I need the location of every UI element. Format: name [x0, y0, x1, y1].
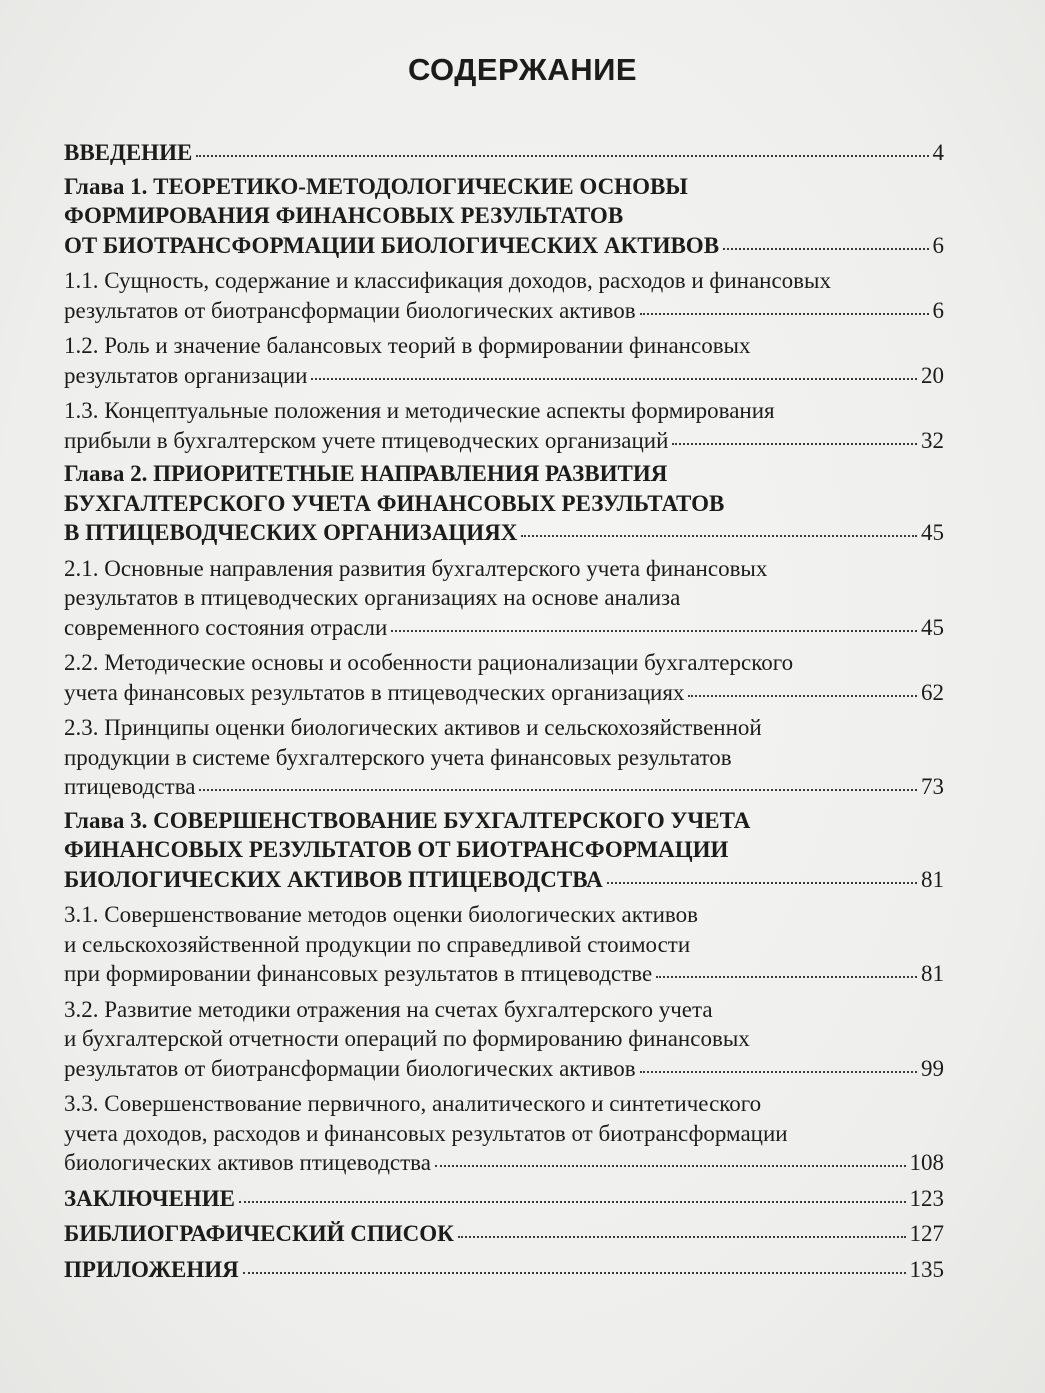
toc-entry-line: 1.2. Роль и значение балансовых теорий в формировании финансовых — [64, 333, 751, 358]
toc-entry-title: современного состояния отрасли — [64, 614, 388, 640]
toc-entry-title: В ПТИЦЕВОДЧЕСКИХ ОРГАНИЗАЦИЯХ — [64, 520, 518, 545]
page-number: 20 — [921, 362, 944, 388]
page-number: 6 — [932, 232, 944, 258]
page-number: 127 — [909, 1221, 944, 1246]
toc-entry-last-line — [64, 296, 944, 326]
page-number: 73 — [921, 774, 944, 799]
toc-entry-last-line — [64, 772, 944, 802]
dot-leader — [640, 309, 929, 315]
dot-leader — [196, 151, 928, 157]
toc-entry-last-line — [64, 959, 944, 989]
page-number: 45 — [921, 614, 944, 640]
dot-leader — [435, 1161, 906, 1167]
toc-entry-line: результатов в птицеводческих организациях на основе анализа — [64, 585, 681, 610]
toc-entry — [64, 713, 944, 802]
toc-entry-title: биологических активов птицеводства — [64, 1150, 431, 1175]
toc-entry — [64, 806, 944, 895]
toc-entry — [64, 396, 944, 455]
toc-entry-last-line — [64, 1255, 944, 1285]
dot-leader — [521, 531, 917, 537]
dot-leader — [199, 785, 917, 791]
toc-entry — [64, 995, 944, 1084]
page-number: 135 — [909, 1256, 944, 1282]
page-number: 123 — [909, 1185, 944, 1211]
toc-entry — [64, 331, 944, 390]
page-number: 99 — [921, 1055, 944, 1081]
dot-leader — [640, 1067, 917, 1073]
page-number: 32 — [921, 427, 944, 453]
toc-entry — [64, 266, 944, 325]
toc-entry-title: ВВЕДЕНИЕ — [64, 140, 193, 165]
dot-leader — [239, 1197, 906, 1203]
page-number: 81 — [921, 866, 944, 892]
toc-entry — [64, 1184, 944, 1214]
toc-entry-line: 3.3. Совершенствование первичного, аналитического и синтетического — [64, 1091, 762, 1116]
toc-entry-last-line — [64, 138, 944, 168]
page-number: 108 — [909, 1150, 944, 1175]
toc-entry-last-line — [64, 613, 944, 643]
page-number: 45 — [921, 520, 944, 545]
toc-entry-line: БУХГАЛТЕРСКОГО УЧЕТА ФИНАНСОВЫХ РЕЗУЛЬТАТОВ — [64, 490, 725, 516]
toc-entry — [64, 459, 944, 548]
toc-entry-title: при формировании финансовых результатов в птицеводстве — [64, 961, 653, 986]
toc-entry-line: Глава 1. ТЕОРЕТИКО-МЕТОДОЛОГИЧЕСКИЕ ОСНОВЫ — [64, 173, 688, 199]
toc-entry — [64, 138, 944, 168]
toc-entry-last-line — [64, 426, 944, 456]
toc-entry-last-line — [64, 1184, 944, 1214]
toc-entry-line: ФОРМИРОВАНИЯ ФИНАНСОВЫХ РЕЗУЛЬТАТОВ — [64, 203, 624, 228]
toc-entry-title: БИОЛОГИЧЕСКИХ АКТИВОВ ПТИЦЕВОДСТВА — [64, 866, 603, 892]
dot-leader — [688, 691, 917, 697]
toc-entry-last-line — [64, 361, 944, 391]
dot-leader — [672, 439, 917, 445]
dot-leader — [723, 244, 928, 250]
toc-entry-line: 3.2. Развитие методики отражения на счетах бухгалтерского учета — [64, 996, 713, 1022]
toc-entry-title: учета финансовых результатов в птицеводческих организациях — [64, 679, 685, 705]
toc-entry-last-line — [64, 1148, 944, 1178]
toc-entry-last-line — [64, 1054, 944, 1084]
dot-leader — [391, 626, 917, 632]
toc-entry-line: Глава 3. СОВЕРШЕНСТВОВАНИЕ БУХГАЛТЕРСКОГО УЧЕТА — [64, 807, 751, 833]
page-title: СОДЕРЖАНИЕ — [407, 52, 638, 87]
toc-entry — [64, 900, 944, 989]
toc-entry — [64, 554, 944, 643]
dot-leader — [607, 878, 917, 884]
page-number: 6 — [932, 297, 944, 323]
toc-entry — [64, 1255, 944, 1285]
table-of-contents — [64, 138, 944, 1284]
toc-entry — [64, 1219, 944, 1249]
toc-entry-title: результатов от биотрансформации биологических активов — [64, 297, 636, 323]
toc-entry-last-line — [64, 678, 944, 708]
toc-entry-line: 1.1. Сущность, содержание и классификация доходов, расходов и финансовых — [64, 268, 831, 293]
toc-entry-line: и сельскохозяйственной продукции по справедливой стоимости — [64, 931, 691, 957]
toc-entry-title: птицеводства — [64, 774, 196, 799]
toc-entry-title: прибыли в бухгалтерском учете птицеводческих организаций — [64, 427, 669, 453]
toc-entry-title: ЗАКЛЮЧЕНИЕ — [64, 1185, 235, 1211]
page-number: 81 — [921, 961, 944, 986]
toc-entry-last-line — [64, 865, 944, 895]
toc-entry-line: учета доходов, расходов и финансовых результатов от биотрансформации — [64, 1120, 788, 1146]
toc-entry-title: БИБЛИОГРАФИЧЕСКИЙ СПИСОК — [64, 1221, 454, 1246]
page-number: 62 — [921, 679, 944, 705]
page-number: 4 — [932, 140, 944, 165]
toc-entry-line: 3.1. Совершенствование методов оценки биологических активов — [64, 902, 698, 927]
toc-entry-last-line — [64, 1219, 944, 1249]
toc-entry-line: 2.1. Основные направления развития бухгалтерского учета финансовых — [64, 555, 768, 581]
toc-entry-last-line — [64, 518, 944, 548]
toc-entry-line: и бухгалтерской отчетности операций по формированию финансовых — [64, 1026, 750, 1051]
toc-entry — [64, 1089, 944, 1178]
dot-leader — [243, 1268, 906, 1274]
toc-entry — [64, 648, 944, 707]
toc-entry — [64, 172, 944, 261]
toc-entry-title: ОТ БИОТРАНСФОРМАЦИИ БИОЛОГИЧЕСКИХ АКТИВОВ — [64, 232, 720, 258]
toc-entry-title: ПРИЛОЖЕНИЯ — [64, 1256, 239, 1282]
toc-entry-line: продукции в системе бухгалтерского учета финансовых результатов — [64, 744, 732, 770]
toc-entry-line: 2.2. Методические основы и особенности рационализации бухгалтерского — [64, 650, 794, 675]
dot-leader — [311, 374, 917, 380]
toc-entry-last-line — [64, 231, 944, 261]
toc-entry-line: 2.3. Принципы оценки биологических активов и сельскохозяйственной — [64, 715, 762, 740]
toc-entry-title: результатов от биотрансформации биологических активов — [64, 1055, 636, 1081]
toc-entry-title: результатов организации — [64, 362, 308, 388]
toc-entry-line: Глава 2. ПРИОРИТЕТНЫЕ НАПРАВЛЕНИЯ РАЗВИТИЯ — [64, 461, 668, 486]
toc-entry-line: 1.3. Концептуальные положения и методические аспекты формирования — [64, 398, 775, 423]
toc-entry-line: ФИНАНСОВЫХ РЕЗУЛЬТАТОВ ОТ БИОТРАНСФОРМАЦИИ — [64, 837, 729, 862]
dot-leader — [656, 972, 917, 978]
dot-leader — [458, 1232, 906, 1238]
